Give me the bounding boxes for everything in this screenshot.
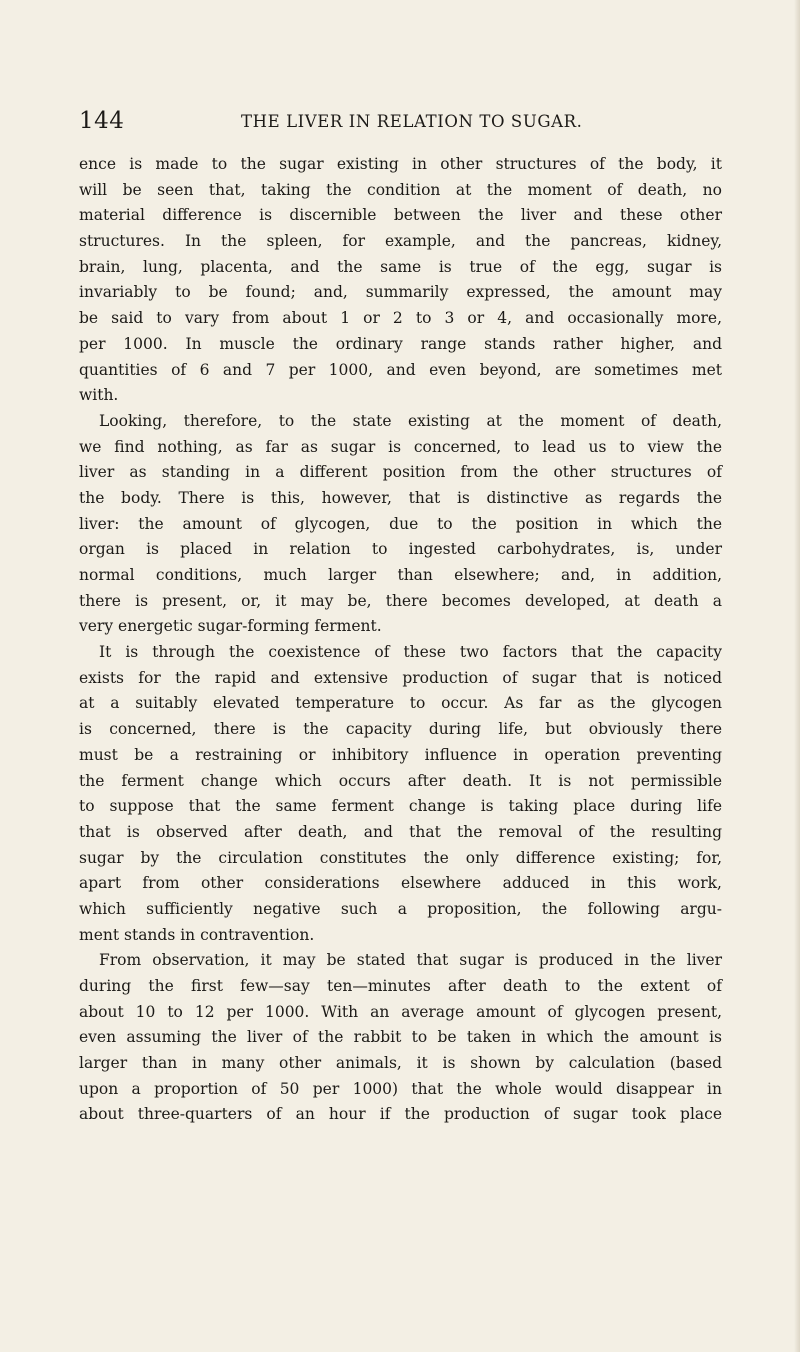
text-line: which sufficiently negative such a proposition, the following argu-	[79, 899, 722, 918]
text-line: will be seen that, taking the condition at the moment of death, no	[79, 180, 722, 199]
text-line: very energetic sugar-forming ferment.	[79, 617, 382, 636]
text-line: about three-quarters of an hour if the production of sugar took place	[79, 1105, 722, 1124]
text-line: Looking, therefore, to the state existing at the moment of death,	[99, 411, 722, 430]
text-line: the body. There is this, however, that is distinctive as regards the	[79, 488, 722, 507]
text-line: per 1000. In muscle the ordinary range stands rather higher, and	[79, 334, 722, 353]
text-line: we find nothing, as far as sugar is concerned, to lead us to view the	[79, 437, 722, 456]
text-line: ence is made to the sugar existing in other structures of the body, it	[79, 155, 722, 173]
text-line: exists for the rapid and extensive production of sugar that is noticed	[79, 668, 722, 687]
text-line: to suppose that the same ferment change is taking place during life	[79, 797, 722, 816]
text-line: there is present, or, it may be, there becomes developed, at death a	[79, 591, 722, 610]
text-line: during the first few—say ten—minutes after death to the extent of	[79, 977, 722, 995]
running-head: THE LIVER IN RELATION TO SUGAR.	[241, 112, 583, 131]
text-line: ment stands in contravention.	[79, 925, 315, 944]
text-line: the ferment change which occurs after death. It is not permissible	[79, 771, 722, 790]
text-line: be said to vary from about 1 or 2 to 3 or 4, and occasionally more,	[79, 309, 722, 328]
text-line: about 10 to 12 per 1000. With an average amount of glycogen present,	[79, 1002, 722, 1021]
text-line: material difference is discernible between the liver and these other	[79, 206, 722, 225]
text-line: sugar by the circulation constitutes the only difference existing; for,	[79, 848, 722, 867]
page-number: 144	[79, 108, 125, 134]
body-text	[79, 152, 722, 1128]
text-line: larger than in many other animals, it is shown by calculation (based	[79, 1054, 722, 1073]
text-line: at a suitably elevated temperature to occur. As far as the glycogen	[79, 694, 722, 713]
text-line: brain, lung, placenta, and the same is true of the egg, sugar is	[79, 257, 722, 276]
page-header	[79, 106, 717, 136]
text-line: structures. In the spleen, for example, and the pancreas, kidney,	[79, 232, 722, 251]
text-line: From observation, it may be stated that sugar is produced in the liver	[99, 951, 722, 970]
text-line: must be a restraining or inhibitory influence in operation preventing	[79, 745, 722, 764]
text-line: liver as standing in a different position from the other structures of	[79, 463, 722, 482]
text-line: It is through the coexistence of these two factors that the capacity	[99, 643, 722, 662]
text-line: with.	[79, 386, 119, 405]
text-line: liver: the amount of glycogen, due to the position in which the	[79, 514, 722, 533]
text-line: is concerned, there is the capacity during life, but obviously there	[79, 720, 722, 739]
text-line: organ is placed in relation to ingested carbohydrates, is, under	[79, 540, 722, 559]
text-line: normal conditions, much larger than elsewhere; and, in addition,	[79, 566, 722, 584]
text-line: upon a proportion of 50 per 1000) that the whole would disappear in	[79, 1079, 722, 1098]
text-line: quantities of 6 and 7 per 1000, and even beyond, are sometimes met	[79, 360, 722, 379]
text-line: that is observed after death, and that the removal of the resulting	[79, 822, 722, 841]
page-edge-shadow	[794, 0, 800, 1352]
text-line: even assuming the liver of the rabbit to be taken in which the amount is	[79, 1028, 722, 1047]
text-line: apart from other considerations elsewhere adduced in this work,	[79, 874, 722, 893]
text-line: invariably to be found; and, summarily expressed, the amount may	[79, 283, 722, 302]
